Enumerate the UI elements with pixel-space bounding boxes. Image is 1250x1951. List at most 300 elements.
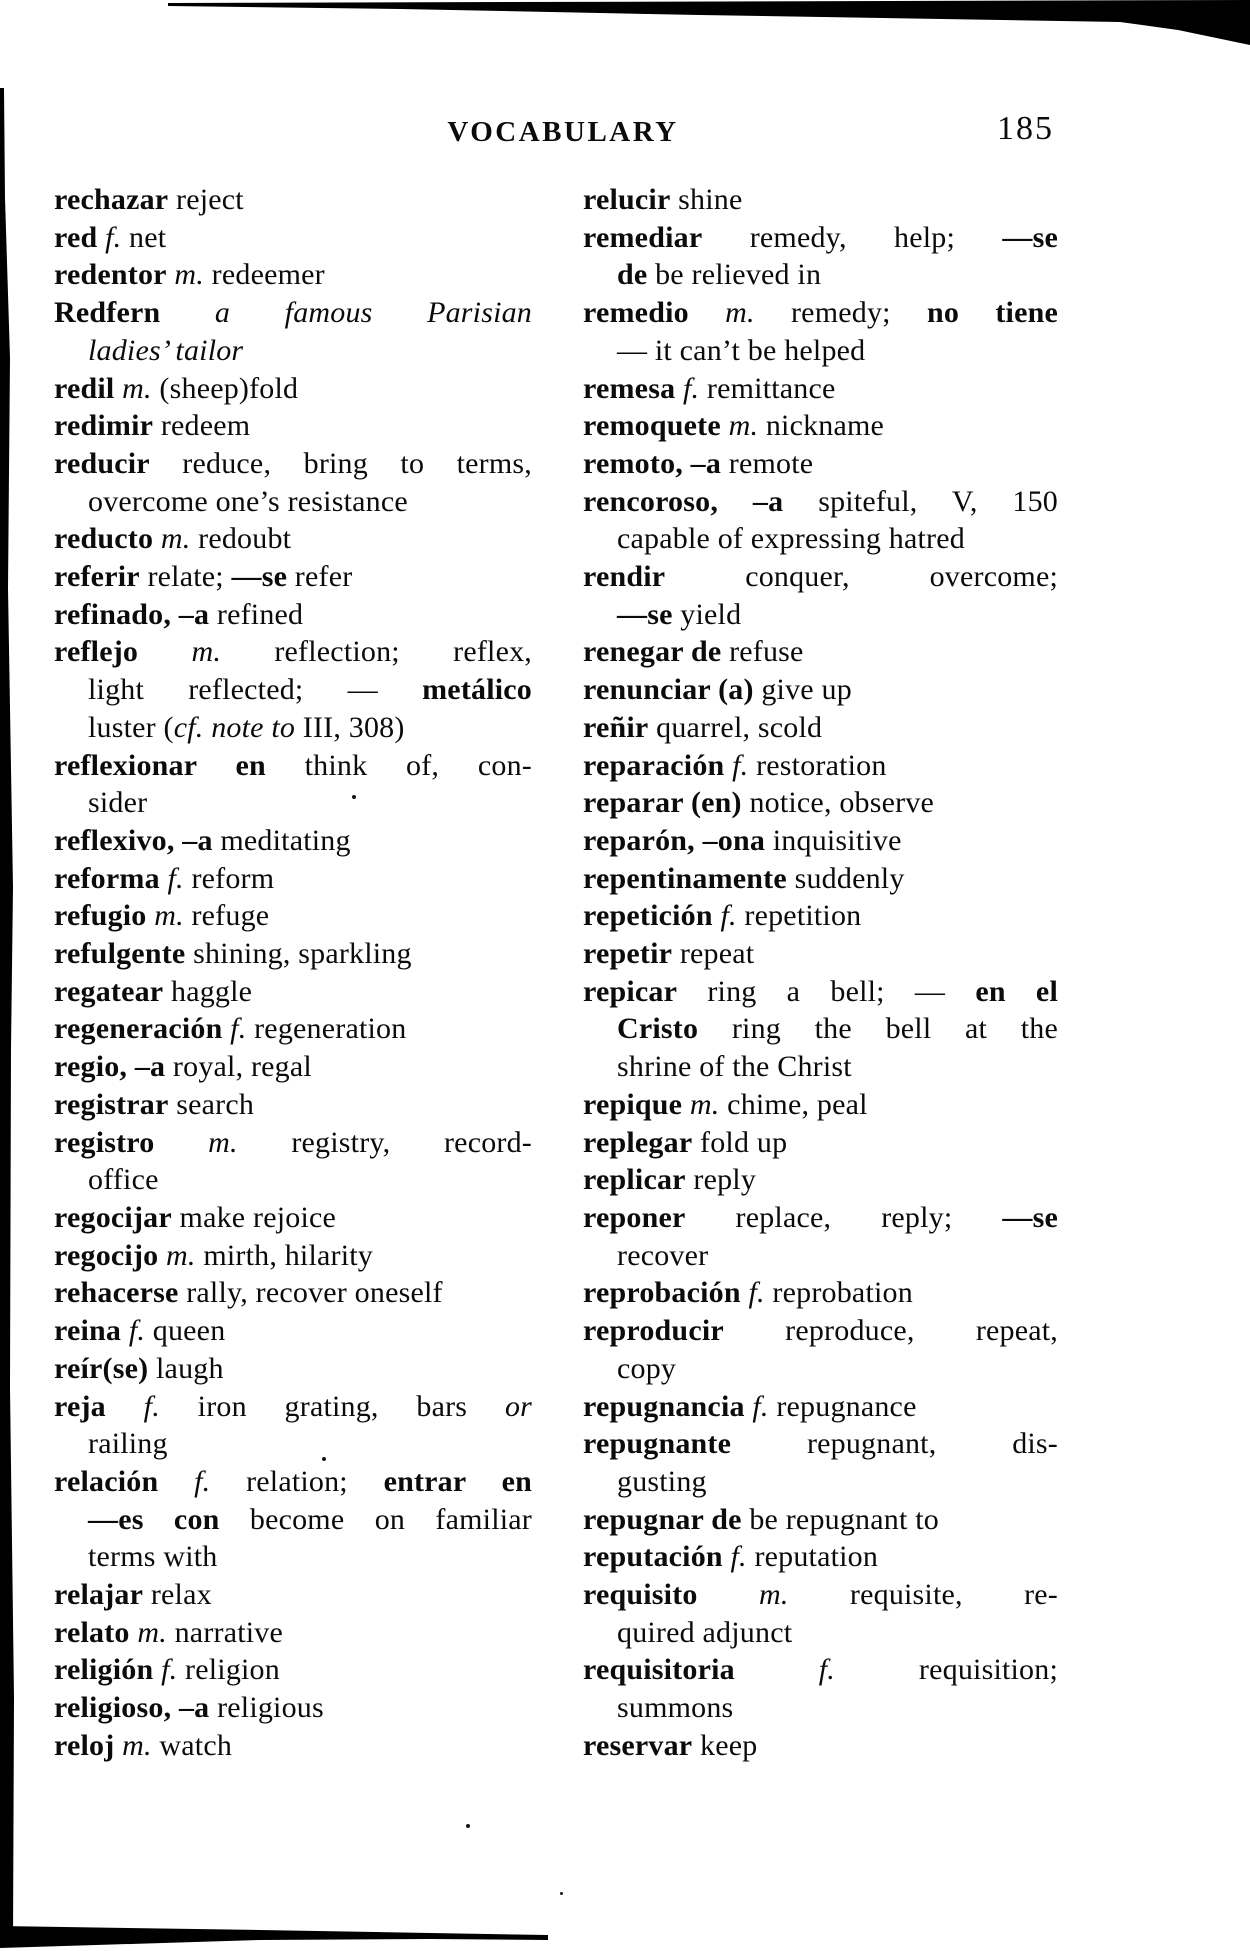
entry-italic-text: f.: [161, 1653, 178, 1687]
entry-bold-text: religioso, –a: [54, 1691, 210, 1725]
entry-line: [54, 445, 532, 483]
vocab-entry: [54, 256, 532, 294]
entry-line: [583, 1425, 1058, 1463]
entry-text: [675, 372, 683, 405]
entry-line: [583, 1161, 1058, 1199]
entry-bold-text: refulgente: [54, 937, 186, 971]
entry-line: [54, 747, 532, 785]
entry-bold-text: replicar: [583, 1163, 686, 1197]
entry-bold-text: reñir: [583, 710, 649, 744]
entry-bold-text: registrar: [54, 1087, 169, 1121]
entry-text: office: [88, 1163, 159, 1197]
entry-italic-text: a famous Parisian: [214, 296, 533, 330]
vocab-entry: [54, 1576, 532, 1614]
entry-line: [54, 822, 532, 860]
vocab-entry: [583, 671, 1058, 709]
vocab-entry: [54, 294, 532, 369]
entry-bold-text: relación: [54, 1464, 159, 1498]
entry-text: luster (: [88, 710, 174, 744]
entry-text: overcome one’s resistance: [88, 484, 408, 518]
vocab-entry: [583, 973, 1058, 1086]
entry-line: [54, 935, 532, 973]
entry-continuation-line: [583, 256, 1058, 294]
entry-continuation-line: [54, 483, 532, 521]
vocab-entry: [54, 1010, 532, 1048]
entry-italic-text: f.: [105, 220, 122, 254]
entry-text: think of, con-: [265, 748, 532, 782]
entry-bold-text: regocijo: [54, 1238, 159, 1272]
entry-text: nickname: [758, 409, 885, 443]
vocab-entry: [583, 935, 1058, 973]
vocab-entry: [54, 860, 532, 898]
column-right: [583, 181, 1058, 1765]
vocab-entry: [54, 596, 532, 634]
entry-text: conquer, overcome;: [665, 560, 1058, 594]
entry-bold-text: redil: [54, 371, 115, 405]
vocab-entry: [583, 822, 1058, 860]
entry-text: [158, 1465, 194, 1498]
entry-bold-text: entrar en: [383, 1464, 532, 1498]
entry-line: [583, 633, 1058, 671]
entry-line: [583, 897, 1058, 935]
entry-italic-text: cf. note to: [173, 710, 296, 744]
entry-text: [698, 1578, 759, 1611]
entry-line: [54, 407, 532, 445]
entry-italic-text: m.: [208, 1125, 238, 1159]
entry-text: reject: [168, 183, 244, 216]
entry-text: registry, record-: [237, 1125, 532, 1159]
entry-bold-text: requisito: [583, 1578, 698, 1612]
vocab-entry: [583, 1199, 1058, 1274]
scan-artifact-left-edge: [0, 88, 16, 1942]
entry-italic-text: m.: [758, 1578, 789, 1612]
entry-text: be repugnant to: [741, 1502, 939, 1536]
entry-bold-text: reflexionar en: [54, 748, 266, 782]
vocab-entry: [583, 1161, 1058, 1199]
entry-bold-text: reponer: [583, 1200, 686, 1234]
entry-continuation-line: [583, 1463, 1058, 1501]
entry-line: [583, 709, 1058, 747]
entry-line: [583, 822, 1058, 860]
entry-line: [54, 1086, 532, 1124]
entry-text: replace, reply;: [685, 1200, 1003, 1234]
scan-artifact-bottom-band: [0, 1922, 552, 1951]
entry-text: remittance: [699, 371, 836, 405]
vocab-entry: [583, 445, 1058, 483]
entry-text: redoubt: [190, 522, 292, 556]
entry-italic-text: f.: [752, 1389, 769, 1423]
entry-text: [153, 522, 161, 555]
vocab-entry: [583, 709, 1058, 747]
entry-bold-text: remedio: [583, 296, 689, 330]
vocab-entry: [583, 860, 1058, 898]
entry-text: suddenly: [786, 861, 905, 895]
entry-text: chime, peal: [719, 1087, 868, 1121]
entry-line: [583, 370, 1058, 408]
entry-line: [54, 1237, 532, 1275]
entry-line: [54, 1274, 532, 1312]
entry-text: reflection; reflex,: [221, 635, 532, 669]
page-title: VOCABULARY: [447, 116, 679, 148]
vocab-entry: [583, 370, 1058, 408]
entry-text: shrine of the Christ: [617, 1050, 852, 1084]
entry-line: [583, 483, 1058, 521]
vocab-entry: [583, 633, 1058, 671]
vocab-entry: [583, 558, 1058, 633]
entry-text: refer: [287, 560, 353, 594]
vocab-entry: [583, 483, 1058, 558]
entry-text: mirth, hilarity: [195, 1238, 373, 1272]
entry-text: haggle: [163, 974, 253, 1008]
entry-bold-text: en el: [975, 974, 1058, 1008]
entry-text: reprobation: [764, 1276, 913, 1310]
vocab-entry: [54, 1689, 532, 1727]
vocab-entry: [583, 784, 1058, 822]
entry-text: reply: [685, 1163, 757, 1197]
entry-italic-text: m.: [160, 522, 191, 556]
vocab-entry: [583, 1651, 1058, 1726]
entry-bold-text: reja: [54, 1389, 106, 1423]
entry-bold-text: regocijar: [54, 1200, 172, 1234]
entry-italic-text: m.: [725, 296, 755, 330]
entry-bold-text: replegar: [583, 1125, 693, 1159]
entry-text: [153, 1653, 161, 1686]
entry-line: [54, 596, 532, 634]
vocab-entry: [54, 897, 532, 935]
entry-text: terms with: [88, 1540, 218, 1574]
entry-bold-text: regeneración: [54, 1012, 223, 1046]
entry-text: III, 308): [295, 710, 405, 744]
entry-line: [54, 1689, 532, 1727]
vocab-entry: [583, 1576, 1058, 1651]
vocab-entry: [54, 747, 532, 822]
vocab-entry: [583, 747, 1058, 785]
entry-text: refuse: [721, 635, 804, 669]
entry-bold-text: redentor: [54, 258, 167, 292]
entry-italic-text: m.: [174, 258, 204, 292]
entry-text: copy: [617, 1351, 677, 1385]
entry-text: [723, 1540, 731, 1573]
entry-bold-text: —se: [231, 560, 288, 594]
vocab-entry: [54, 558, 532, 596]
entry-bold-text: repugnante: [583, 1427, 732, 1461]
entry-text: queen: [145, 1314, 226, 1348]
scan-speck: [466, 1824, 470, 1828]
entry-line: [583, 1727, 1058, 1765]
entry-text: shine: [670, 183, 743, 216]
entry-text: make rejoice: [171, 1200, 337, 1234]
entry-line: [54, 1010, 532, 1048]
entry-line: [583, 784, 1058, 822]
entry-line: [583, 1576, 1058, 1614]
entry-bold-text: redimir: [54, 409, 154, 443]
entry-text: summons: [617, 1691, 734, 1725]
entry-bold-text: requisitoria: [583, 1653, 735, 1687]
entry-text: quired adjunct: [617, 1615, 793, 1649]
entry-text: narrative: [166, 1615, 284, 1649]
entry-line: [54, 1727, 532, 1765]
vocab-entry: [583, 1425, 1058, 1500]
entry-bold-text: reducir: [54, 446, 150, 480]
entry-text: — it can’t be helped: [617, 333, 866, 367]
entry-italic-text: m.: [191, 635, 222, 669]
entry-text: ring a bell; —: [677, 974, 976, 1008]
entry-text: remedy;: [754, 296, 927, 330]
entry-text: [724, 749, 732, 782]
entry-line: [54, 1614, 532, 1652]
entry-bold-text: rehacerse: [54, 1276, 179, 1310]
entry-line: [54, 1576, 532, 1614]
vocab-entry: [54, 973, 532, 1011]
entry-continuation-line: [583, 1350, 1058, 1388]
entry-text: keep: [692, 1728, 758, 1762]
vocab-entry: [54, 1048, 532, 1086]
entry-text: redeem: [153, 409, 251, 443]
entry-line: [54, 1651, 532, 1689]
vocab-entry: [54, 520, 532, 558]
entry-text: [97, 221, 105, 254]
entry-italic-text: f.: [167, 861, 184, 895]
entry-bold-text: —se: [1002, 1200, 1058, 1234]
entry-text: sider: [88, 786, 148, 820]
entry-line: [54, 973, 532, 1011]
page-number: 185: [997, 110, 1054, 147]
entry-line: [583, 935, 1058, 973]
entry-text: recover: [617, 1238, 709, 1272]
entry-line: [54, 1124, 532, 1162]
entry-line: [583, 1651, 1058, 1689]
entry-text: yield: [672, 597, 742, 631]
entry-text: repetition: [736, 899, 862, 933]
entry-text: light reflected; —: [88, 673, 423, 707]
entry-text: refined: [209, 597, 304, 631]
entry-bold-text: repentinamente: [583, 861, 787, 895]
entry-italic-text: f.: [748, 1276, 765, 1310]
entry-continuation-line: [583, 1010, 1058, 1048]
entry-italic-text: f.: [682, 371, 700, 405]
entry-text: reproduce, repeat,: [723, 1314, 1058, 1348]
entry-text: remedy, help;: [702, 220, 1003, 254]
entry-bold-text: reparón, –ona: [583, 823, 766, 857]
entry-text: [154, 1126, 208, 1159]
entry-bold-text: rencoroso, –a: [583, 484, 784, 518]
vocab-entry: [583, 407, 1058, 445]
vocab-entry: [583, 1312, 1058, 1387]
entry-line: [54, 370, 532, 408]
entry-line: [583, 407, 1058, 445]
vocab-entry: [54, 1727, 532, 1765]
entry-bold-text: reloj: [54, 1728, 115, 1762]
vocab-entry: [54, 370, 532, 408]
entry-text: repeat: [672, 937, 755, 971]
entry-text: religion: [177, 1653, 280, 1687]
entry-line: [583, 671, 1058, 709]
entry-italic-text: f.: [194, 1464, 211, 1498]
entry-line: [583, 181, 1058, 219]
entry-bold-text: relajar: [54, 1578, 144, 1612]
vocab-entry: [54, 1350, 532, 1388]
entry-line: [583, 1274, 1058, 1312]
entry-line: [583, 1086, 1058, 1124]
scan-artifact-top-band: [0, 0, 1250, 48]
entry-text: royal, regal: [165, 1050, 312, 1084]
vocab-entry: [54, 1237, 532, 1275]
column-left: [54, 181, 532, 1765]
scan-speck: [560, 1892, 563, 1895]
entry-text: refuge: [183, 899, 270, 933]
entry-text: [106, 1390, 144, 1423]
entry-bold-text: reflejo: [54, 635, 139, 669]
entry-italic-text: f.: [128, 1314, 146, 1348]
entry-line: [54, 520, 532, 558]
entry-italic-text: m.: [166, 1238, 196, 1272]
entry-line: [583, 445, 1058, 483]
entry-continuation-line: [54, 1501, 532, 1539]
entry-text: search: [168, 1087, 255, 1121]
vocab-entry: [54, 1651, 532, 1689]
vocab-entry: [54, 633, 532, 746]
entry-line: [54, 1312, 532, 1350]
entry-bold-text: reparación: [583, 748, 725, 782]
entry-line: [54, 1350, 532, 1388]
entry-text: repugnant, dis-: [731, 1427, 1058, 1461]
entry-text: inquisitive: [765, 823, 902, 857]
entry-line: [54, 558, 532, 596]
entry-text: net: [121, 220, 167, 254]
entry-line: [583, 1538, 1058, 1576]
entry-text: ring the bell at the: [698, 1012, 1058, 1046]
entry-bold-text: relucir: [583, 183, 671, 216]
vocab-entry: [583, 1501, 1058, 1539]
entry-italic-text: m.: [154, 899, 184, 933]
vocab-entry: [583, 1274, 1058, 1312]
entry-line: [583, 219, 1058, 257]
entry-text: quarrel, scold: [648, 710, 823, 744]
entry-bold-text: repetir: [583, 937, 673, 971]
entry-bold-text: renunciar (a): [583, 673, 754, 707]
entry-bold-text: religión: [54, 1653, 154, 1687]
entry-bold-text: reducto: [54, 522, 154, 556]
vocab-entry: [583, 219, 1058, 294]
entry-line: [54, 1388, 532, 1426]
entry-italic-text: f.: [732, 748, 749, 782]
entry-text: remote: [721, 446, 814, 480]
entry-line: [583, 747, 1058, 785]
entry-text: be relieved in: [647, 258, 822, 292]
entry-bold-text: de: [617, 258, 648, 292]
entry-continuation-line: [54, 332, 532, 370]
entry-italic-text: or: [504, 1389, 533, 1423]
vocab-entry: [54, 1463, 532, 1576]
entry-text: reputation: [746, 1540, 879, 1574]
entry-text: [114, 372, 122, 405]
entry-line: [54, 256, 532, 294]
entry-bold-text: reír(se): [54, 1351, 149, 1385]
entry-text: iron grating, bars: [159, 1389, 505, 1423]
entry-bold-text: remediar: [583, 220, 703, 254]
entry-text: requisition;: [835, 1653, 1058, 1687]
entry-continuation-line: [583, 520, 1058, 558]
vocab-entry: [583, 897, 1058, 935]
entry-text: requisite, re-: [788, 1578, 1058, 1612]
entry-continuation-line: [54, 671, 532, 709]
entry-line: [583, 1388, 1058, 1426]
entry-line: [583, 558, 1058, 596]
entry-line: [54, 1463, 532, 1501]
entry-line: [54, 1199, 532, 1237]
entry-bold-text: refugio: [54, 899, 147, 933]
entry-italic-text: m.: [689, 1087, 720, 1121]
entry-bold-text: Cristo: [617, 1012, 699, 1046]
entry-text: relate;: [139, 560, 232, 594]
vocab-entry: [54, 1614, 532, 1652]
vocab-entry: [54, 1199, 532, 1237]
entry-continuation-line: [583, 332, 1058, 370]
vocab-entry: [54, 822, 532, 860]
entry-text: relax: [143, 1578, 212, 1612]
entry-text: [114, 1729, 122, 1762]
entry-text: (sheep)fold: [151, 371, 299, 405]
entry-italic-text: f.: [720, 899, 737, 933]
entry-bold-text: rechazar: [54, 183, 169, 216]
vocab-entry: [583, 1538, 1058, 1576]
vocab-entry: [583, 181, 1058, 219]
entry-continuation-line: [583, 1048, 1058, 1086]
entry-bold-text: reparar (en): [583, 786, 742, 820]
entry-text: shining, sparkling: [185, 937, 412, 971]
entry-text: [138, 635, 191, 668]
vocab-entry: [54, 1086, 532, 1124]
entry-italic-text: m.: [137, 1615, 167, 1649]
entry-bold-text: reina: [54, 1314, 122, 1348]
entry-text: gusting: [617, 1464, 707, 1498]
entry-bold-text: repetición: [583, 899, 713, 933]
entry-bold-text: reflexivo, –a: [54, 823, 213, 857]
vocab-entry: [583, 1388, 1058, 1426]
entry-bold-text: metálico: [422, 673, 532, 707]
entry-bold-text: reproducir: [583, 1314, 724, 1348]
entry-bold-text: repique: [583, 1087, 683, 1121]
entry-text: relation;: [210, 1464, 384, 1498]
entry-bold-text: remesa: [583, 371, 676, 405]
entry-continuation-line: [583, 596, 1058, 634]
entry-line: [54, 897, 532, 935]
entry-text: notice, observe: [741, 786, 935, 820]
entry-bold-text: —se: [617, 597, 673, 631]
entry-line: [54, 219, 532, 257]
entry-continuation-line: [54, 1425, 532, 1463]
entry-bold-text: remoquete: [583, 409, 721, 443]
vocab-entry: [54, 1274, 532, 1312]
entry-continuation-line: [583, 1237, 1058, 1275]
vocab-entry: [54, 1388, 532, 1463]
entry-italic-text: m.: [122, 1728, 152, 1762]
entry-text: rally, recover oneself: [178, 1276, 443, 1310]
entry-bold-text: no tiene: [926, 296, 1058, 330]
entry-text: [735, 1653, 819, 1686]
vocab-entry: [54, 219, 532, 257]
vocab-entry: [54, 181, 532, 219]
vocab-entry: [54, 1124, 532, 1199]
entry-bold-text: repicar: [583, 974, 678, 1008]
entry-italic-text: m.: [122, 371, 152, 405]
entry-text: repugnance: [768, 1389, 917, 1423]
entry-bold-text: regatear: [54, 974, 164, 1008]
vocab-entry: [583, 294, 1058, 369]
entry-italic-text: f.: [230, 1012, 247, 1046]
entry-line: [583, 294, 1058, 332]
entry-text: railing: [88, 1427, 168, 1461]
